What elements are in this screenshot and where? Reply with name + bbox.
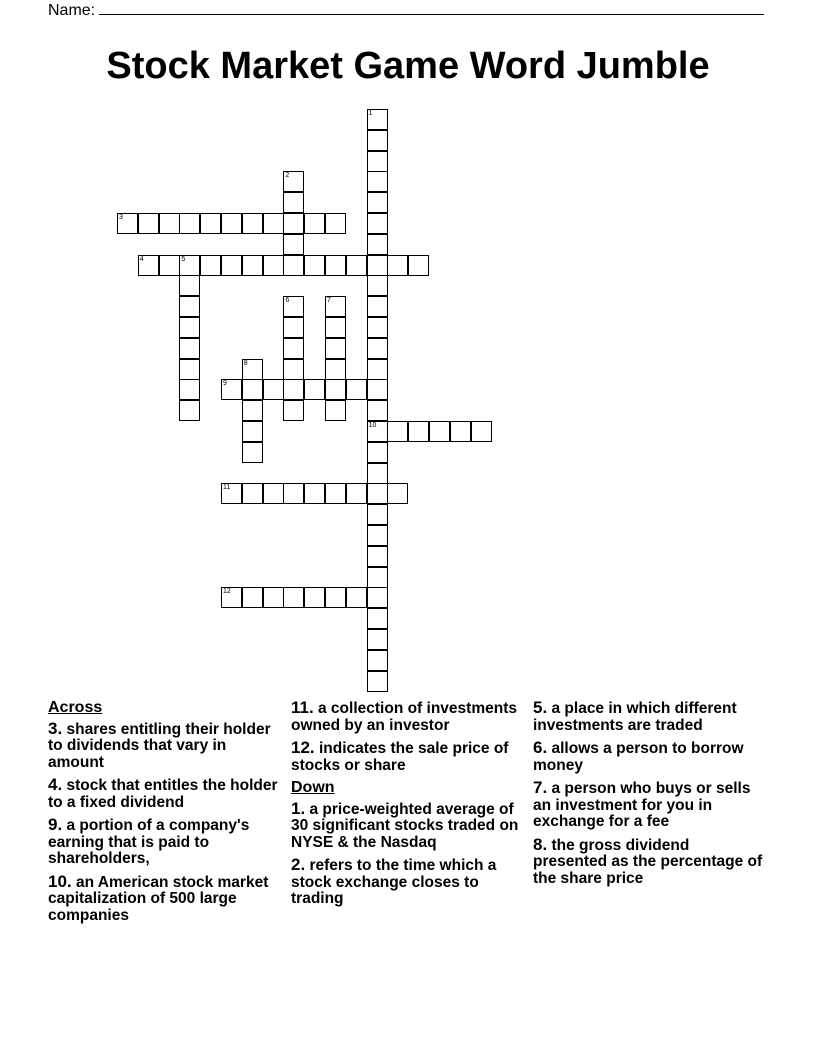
crossword-cell[interactable] (138, 213, 159, 234)
clue-down-8: 8. the gross dividend presented as the percentage of the share price (533, 834, 763, 887)
crossword-cell[interactable] (325, 338, 346, 359)
crossword-cell[interactable] (367, 109, 388, 130)
crossword-cell[interactable] (304, 379, 325, 400)
crossword-cell[interactable] (242, 213, 263, 234)
crossword-cell[interactable] (179, 359, 200, 380)
crossword-cell[interactable] (429, 421, 450, 442)
cell-number: 10 (368, 422, 377, 429)
crossword-cell[interactable] (450, 421, 471, 442)
crossword-cell[interactable] (179, 379, 200, 400)
crossword-cell[interactable] (179, 317, 200, 338)
crossword-cell[interactable] (159, 213, 180, 234)
crossword-cell[interactable] (367, 338, 388, 359)
crossword-cell[interactable] (367, 629, 388, 650)
crossword-cell[interactable] (325, 255, 346, 276)
crossword-cell[interactable] (179, 213, 200, 234)
crossword-cell[interactable] (221, 587, 242, 608)
crossword-cell[interactable] (221, 379, 242, 400)
crossword-cell[interactable] (346, 379, 367, 400)
cell-number: 7 (327, 297, 331, 305)
crossword-cell[interactable] (387, 483, 408, 504)
crossword-cell[interactable] (283, 171, 304, 192)
crossword-cell[interactable] (283, 213, 304, 234)
crossword-cell[interactable] (367, 463, 388, 484)
crossword-cell[interactable] (200, 213, 221, 234)
crossword-cell[interactable] (159, 255, 180, 276)
crossword-cell[interactable] (325, 587, 346, 608)
crossword-cell[interactable] (387, 255, 408, 276)
crossword-cell[interactable] (263, 213, 284, 234)
clue-across-3: 3. shares entitling their holder to dividends that vary in amount (48, 718, 271, 771)
crossword-cell[interactable] (367, 234, 388, 255)
crossword-cell[interactable] (221, 255, 242, 276)
crossword-cell[interactable] (367, 587, 388, 608)
crossword-cell[interactable] (263, 483, 284, 504)
crossword-cell[interactable] (325, 400, 346, 421)
crossword-cell[interactable] (179, 338, 200, 359)
crossword-cell[interactable] (283, 587, 304, 608)
crossword-cell[interactable] (221, 483, 242, 504)
cell-number: 1 (368, 110, 373, 117)
crossword-cell[interactable] (283, 379, 304, 400)
crossword-cell[interactable] (304, 483, 325, 504)
cell-number: 3 (119, 214, 123, 221)
crossword-cell[interactable] (325, 213, 346, 234)
clues-column-3 (533, 700, 765, 893)
clue-down-5: 5. a place in which different investments are traded (533, 698, 737, 734)
crossword-cell[interactable] (367, 650, 388, 671)
crossword-cell[interactable] (117, 213, 138, 234)
cell-number: 12 (223, 588, 231, 596)
clue-across-10: 10. an American stock market capitalization of 500 large companies (48, 871, 269, 924)
crossword-cell[interactable] (283, 192, 304, 213)
crossword-cell[interactable] (242, 587, 263, 608)
crossword-cell[interactable] (367, 504, 388, 525)
crossword-cell[interactable] (367, 171, 388, 192)
crossword-cell[interactable] (346, 587, 367, 608)
crossword-cell[interactable] (263, 587, 284, 608)
crossword-cell[interactable] (367, 567, 388, 588)
crossword-cell[interactable] (242, 255, 263, 276)
name-label: Name: (48, 2, 96, 19)
cell-number: 8 (243, 359, 248, 367)
crossword-cell[interactable] (367, 421, 388, 442)
crossword-cell[interactable] (367, 400, 388, 421)
crossword-cell[interactable] (367, 255, 388, 276)
crossword-cell[interactable] (283, 359, 304, 380)
crossword-cell[interactable] (367, 546, 388, 567)
crossword-cell[interactable] (242, 359, 263, 380)
crossword-cell[interactable] (304, 255, 325, 276)
crossword-cell[interactable] (325, 296, 346, 317)
crossword-cell[interactable] (408, 255, 429, 276)
crossword-cell[interactable] (263, 255, 284, 276)
crossword-cell[interactable] (387, 421, 408, 442)
crossword-cell[interactable] (408, 421, 429, 442)
crossword-cell[interactable] (367, 379, 388, 400)
cell-number: 9 (223, 380, 227, 388)
clue-across-4: 4. stock that entitles the holder to a fixed dividend (48, 775, 278, 811)
crossword-cell[interactable] (283, 483, 304, 504)
crossword-cell[interactable] (283, 338, 304, 359)
crossword-cell[interactable] (367, 525, 388, 546)
crossword-cell[interactable] (367, 275, 388, 296)
crossword-cell[interactable] (283, 255, 304, 276)
crossword-cell[interactable] (179, 400, 200, 421)
cell-number: 11 (223, 484, 231, 492)
clues-column-2 (291, 700, 523, 914)
clue-across-11: 11. a collection of investments owned by an investor (291, 698, 517, 734)
clues-column-1 (48, 700, 280, 930)
crossword-cell[interactable] (471, 421, 492, 442)
crossword-cell[interactable] (179, 255, 200, 276)
crossword-cell[interactable] (179, 296, 200, 317)
cell-number: 2 (285, 172, 290, 180)
crossword-cell[interactable] (221, 213, 242, 234)
crossword-cell[interactable] (367, 442, 388, 463)
across-heading: Across (48, 699, 103, 716)
cell-number: 6 (285, 297, 290, 305)
clue-across-9: 9. a portion of a company's earning that is paid to shareholders, (48, 815, 250, 867)
crossword-cell[interactable] (367, 483, 388, 504)
clue-across-12: 12. indicates the sale price of stocks or share (291, 738, 509, 774)
cell-number: 4 (139, 255, 144, 263)
crossword-cell[interactable] (367, 151, 388, 172)
crossword-cell[interactable] (325, 317, 346, 338)
crossword-cell[interactable] (367, 296, 388, 317)
crossword-cell[interactable] (242, 421, 263, 442)
cell-number: 5 (181, 255, 186, 263)
crossword-cell[interactable] (242, 442, 263, 463)
crossword-cell[interactable] (325, 359, 346, 380)
crossword-cell[interactable] (304, 213, 325, 234)
crossword-cell[interactable] (346, 483, 367, 504)
crossword-cell[interactable] (242, 379, 263, 400)
crossword-cell[interactable] (367, 317, 388, 338)
clue-down-2: 2. refers to the time which a stock exchange closes to trading (291, 855, 497, 907)
crossword-cell[interactable] (200, 255, 221, 276)
crossword-cell[interactable] (325, 379, 346, 400)
clue-down-6: 6. allows a person to borrow money (533, 738, 744, 774)
crossword-cell[interactable] (367, 130, 388, 151)
clue-down-7: 7. a person who buys or sells an investment for you in exchange for a fee (533, 778, 751, 830)
crossword-cell[interactable] (138, 255, 159, 276)
crossword-cell[interactable] (242, 400, 263, 421)
crossword-cell[interactable] (367, 359, 388, 380)
crossword-cell[interactable] (367, 192, 388, 213)
page-title: Stock Market Game Word Jumble (106, 45, 710, 87)
down-heading: Down (291, 779, 335, 796)
crossword-cell[interactable] (283, 317, 304, 338)
crossword-cell[interactable] (367, 608, 388, 629)
clue-down-1: 1. a price-weighted average of 30 significant stocks traded on NYSE & the Nasdaq (291, 798, 519, 851)
crossword-cell[interactable] (242, 483, 263, 504)
crossword-cell[interactable] (179, 275, 200, 296)
crossword-cell[interactable] (283, 400, 304, 421)
crossword-cell[interactable] (263, 379, 284, 400)
crossword-cell[interactable] (283, 296, 304, 317)
crossword-cell[interactable] (367, 671, 388, 692)
crossword-cell[interactable] (304, 587, 325, 608)
crossword-cell[interactable] (346, 255, 367, 276)
crossword-cell[interactable] (325, 483, 346, 504)
crossword-cell[interactable] (367, 213, 388, 234)
crossword-cell[interactable] (283, 234, 304, 255)
